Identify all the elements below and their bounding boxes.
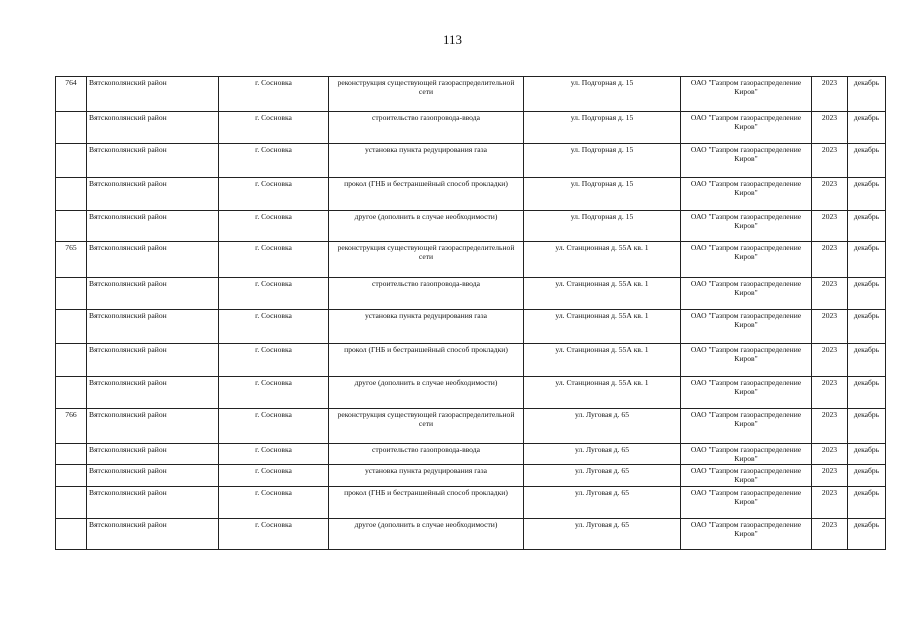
work-type-cell: другое (дополнить в случае необходимости): [329, 211, 524, 242]
gasification-table: [55, 76, 886, 550]
month-cell: декабрь: [848, 278, 886, 310]
table-row: [56, 444, 886, 465]
work-type-cell: установка пункта редуцирования газа: [329, 144, 524, 178]
organization-cell: ОАО "Газпром газораспределение Киров": [681, 278, 812, 310]
locality-cell: г. Сосновка: [219, 519, 329, 550]
month-cell: декабрь: [848, 242, 886, 278]
district-cell: Вятскополянский район: [87, 278, 219, 310]
locality-cell: г. Сосновка: [219, 242, 329, 278]
organization-cell: ОАО "Газпром газораспределение Киров": [681, 409, 812, 444]
month-cell: декабрь: [848, 487, 886, 519]
organization-cell: ОАО "Газпром газораспределение Киров": [681, 377, 812, 409]
table-row: [56, 487, 886, 519]
row-number: [56, 465, 87, 487]
organization-cell: ОАО "Газпром газораспределение Киров": [681, 144, 812, 178]
district-cell: Вятскополянский район: [87, 444, 219, 465]
address-cell: ул. Подгорная д. 15: [524, 178, 681, 211]
month-cell: декабрь: [848, 344, 886, 377]
work-type-cell: установка пункта редуцирования газа: [329, 465, 524, 487]
organization-cell: ОАО "Газпром газораспределение Киров": [681, 77, 812, 112]
address-cell: ул. Станционная д. 55А кв. 1: [524, 377, 681, 409]
table-row: [56, 344, 886, 377]
locality-cell: г. Сосновка: [219, 409, 329, 444]
row-number: [56, 519, 87, 550]
locality-cell: г. Сосновка: [219, 211, 329, 242]
locality-cell: г. Сосновка: [219, 444, 329, 465]
table-row: [56, 112, 886, 144]
district-cell: Вятскополянский район: [87, 409, 219, 444]
table-row: [56, 278, 886, 310]
row-number: [56, 444, 87, 465]
district-cell: Вятскополянский район: [87, 242, 219, 278]
table-row: [56, 409, 886, 444]
address-cell: ул. Луговая д. 65: [524, 519, 681, 550]
organization-cell: ОАО "Газпром газораспределение Киров": [681, 344, 812, 377]
locality-cell: г. Сосновка: [219, 178, 329, 211]
month-cell: декабрь: [848, 144, 886, 178]
table-row: [56, 77, 886, 112]
address-cell: ул. Луговая д. 65: [524, 487, 681, 519]
month-cell: декабрь: [848, 211, 886, 242]
month-cell: декабрь: [848, 310, 886, 344]
month-cell: декабрь: [848, 112, 886, 144]
year-cell: 2023: [812, 211, 848, 242]
work-type-cell: строительство газопровода-ввода: [329, 112, 524, 144]
row-number: [56, 487, 87, 519]
table-row: [56, 465, 886, 487]
table-row: [56, 178, 886, 211]
locality-cell: г. Сосновка: [219, 112, 329, 144]
district-cell: Вятскополянский район: [87, 519, 219, 550]
month-cell: декабрь: [848, 444, 886, 465]
row-number: 765: [56, 242, 87, 278]
address-cell: ул. Луговая д. 65: [524, 465, 681, 487]
address-cell: ул. Станционная д. 55А кв. 1: [524, 242, 681, 278]
organization-cell: ОАО "Газпром газораспределение Киров": [681, 444, 812, 465]
year-cell: 2023: [812, 377, 848, 409]
work-type-cell: установка пункта редуцирования газа: [329, 310, 524, 344]
district-cell: Вятскополянский район: [87, 77, 219, 112]
work-type-cell: другое (дополнить в случае необходимости): [329, 519, 524, 550]
month-cell: декабрь: [848, 465, 886, 487]
table-row: [56, 242, 886, 278]
month-cell: декабрь: [848, 178, 886, 211]
organization-cell: ОАО "Газпром газораспределение Киров": [681, 178, 812, 211]
table-row: [56, 519, 886, 550]
address-cell: ул. Подгорная д. 15: [524, 144, 681, 178]
address-cell: ул. Подгорная д. 15: [524, 112, 681, 144]
year-cell: 2023: [812, 242, 848, 278]
row-number: [56, 178, 87, 211]
month-cell: декабрь: [848, 409, 886, 444]
table-row: [56, 310, 886, 344]
work-type-cell: реконструкция существующей газораспределительной сети: [329, 409, 524, 444]
district-cell: Вятскополянский район: [87, 144, 219, 178]
organization-cell: ОАО "Газпром газораспределение Киров": [681, 211, 812, 242]
row-number: [56, 310, 87, 344]
locality-cell: г. Сосновка: [219, 278, 329, 310]
work-type-cell: прокол (ГНБ и бестраншейный способ прокладки): [329, 487, 524, 519]
district-cell: Вятскополянский район: [87, 178, 219, 211]
organization-cell: ОАО "Газпром газораспределение Киров": [681, 242, 812, 278]
row-number: [56, 278, 87, 310]
year-cell: 2023: [812, 409, 848, 444]
district-cell: Вятскополянский район: [87, 310, 219, 344]
address-cell: ул. Станционная д. 55А кв. 1: [524, 278, 681, 310]
district-cell: Вятскополянский район: [87, 487, 219, 519]
work-type-cell: строительство газопровода-ввода: [329, 278, 524, 310]
address-cell: ул. Подгорная д. 15: [524, 211, 681, 242]
row-number: [56, 377, 87, 409]
district-cell: Вятскополянский район: [87, 344, 219, 377]
locality-cell: г. Сосновка: [219, 77, 329, 112]
district-cell: Вятскополянский район: [87, 211, 219, 242]
address-cell: ул. Луговая д. 65: [524, 409, 681, 444]
table-body: [56, 77, 886, 550]
month-cell: декабрь: [848, 519, 886, 550]
year-cell: 2023: [812, 519, 848, 550]
year-cell: 2023: [812, 444, 848, 465]
page-number: 113: [442, 32, 463, 47]
row-number: [56, 211, 87, 242]
district-cell: Вятскополянский район: [87, 465, 219, 487]
district-cell: Вятскополянский район: [87, 112, 219, 144]
work-type-cell: другое (дополнить в случае необходимости): [329, 377, 524, 409]
locality-cell: г. Сосновка: [219, 144, 329, 178]
address-cell: ул. Станционная д. 55А кв. 1: [524, 310, 681, 344]
work-type-cell: реконструкция существующей газораспределительной сети: [329, 77, 524, 112]
organization-cell: ОАО "Газпром газораспределение Киров": [681, 310, 812, 344]
locality-cell: г. Сосновка: [219, 465, 329, 487]
work-type-cell: прокол (ГНБ и бестраншейный способ прокладки): [329, 344, 524, 377]
month-cell: декабрь: [848, 77, 886, 112]
locality-cell: г. Сосновка: [219, 487, 329, 519]
year-cell: 2023: [812, 344, 848, 377]
work-type-cell: прокол (ГНБ и бестраншейный способ прокладки): [329, 178, 524, 211]
table-row: [56, 377, 886, 409]
row-number: [56, 112, 87, 144]
row-number: 764: [56, 77, 87, 112]
address-cell: ул. Луговая д. 65: [524, 444, 681, 465]
locality-cell: г. Сосновка: [219, 310, 329, 344]
work-type-cell: реконструкция существующей газораспределительной сети: [329, 242, 524, 278]
locality-cell: г. Сосновка: [219, 377, 329, 409]
year-cell: 2023: [812, 278, 848, 310]
year-cell: 2023: [812, 178, 848, 211]
organization-cell: ОАО "Газпром газораспределение Киров": [681, 465, 812, 487]
organization-cell: ОАО "Газпром газораспределение Киров": [681, 519, 812, 550]
month-cell: декабрь: [848, 377, 886, 409]
address-cell: ул. Подгорная д. 15: [524, 77, 681, 112]
row-number: [56, 344, 87, 377]
locality-cell: г. Сосновка: [219, 344, 329, 377]
address-cell: ул. Станционная д. 55А кв. 1: [524, 344, 681, 377]
organization-cell: ОАО "Газпром газораспределение Киров": [681, 487, 812, 519]
row-number: [56, 144, 87, 178]
work-type-cell: строительство газопровода-ввода: [329, 444, 524, 465]
year-cell: 2023: [812, 144, 848, 178]
year-cell: 2023: [812, 487, 848, 519]
year-cell: 2023: [812, 465, 848, 487]
row-number: 766: [56, 409, 87, 444]
organization-cell: ОАО "Газпром газораспределение Киров": [681, 112, 812, 144]
year-cell: 2023: [812, 310, 848, 344]
district-cell: Вятскополянский район: [87, 377, 219, 409]
year-cell: 2023: [812, 77, 848, 112]
year-cell: 2023: [812, 112, 848, 144]
table-row: [56, 144, 886, 178]
table-row: [56, 211, 886, 242]
